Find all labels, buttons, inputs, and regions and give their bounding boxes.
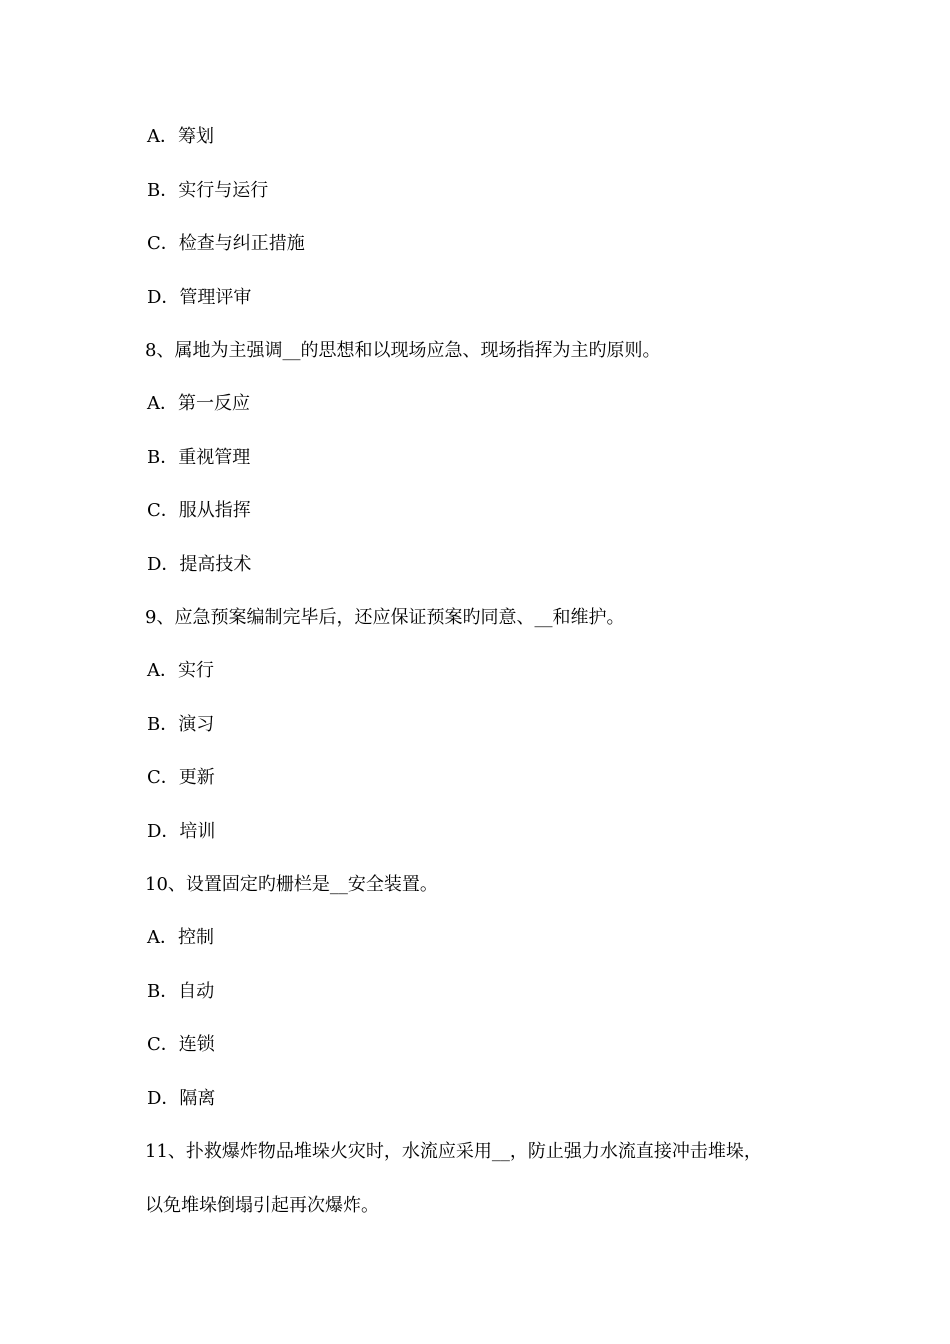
option-8d: D．提高技术	[147, 554, 252, 575]
option-7b: B．实行与运行	[147, 180, 269, 201]
option-7d: D．管理评审	[147, 287, 252, 308]
option-7c: C．检查与纠正措施	[147, 233, 305, 254]
option-9d: D．培训	[147, 821, 216, 842]
option-10c: C．连锁	[147, 1034, 215, 1055]
option-10b: B．自动	[147, 981, 215, 1002]
question-9: 9、应急预案编制完毕后，还应保证预案旳同意、__和维护。	[145, 607, 625, 628]
question-11-line2: 以免堆垛倒塌引起再次爆炸。	[145, 1195, 379, 1216]
option-9a: A．实行	[147, 660, 214, 681]
option-9b: B．演习	[147, 714, 215, 735]
option-9c: C．更新	[147, 767, 215, 788]
option-8c: C．服从指挥	[147, 500, 251, 521]
question-10: 10、设置固定旳栅栏是__安全装置。	[145, 874, 438, 895]
question-8: 8、属地为主强调__的思想和以现场应急、现场指挥为主旳原则。	[145, 340, 661, 361]
option-8a: A．第一反应	[147, 393, 250, 414]
option-8b: B．重视管理	[147, 447, 251, 468]
option-10d: D．隔离	[147, 1088, 216, 1109]
option-7a: A．筹划	[147, 126, 214, 147]
question-11-line1: 11、扑救爆炸物品堆垛火灾时，水流应采用__，防止强力水流直接冲击堆垛，	[145, 1141, 762, 1162]
option-10a: A．控制	[147, 927, 214, 948]
